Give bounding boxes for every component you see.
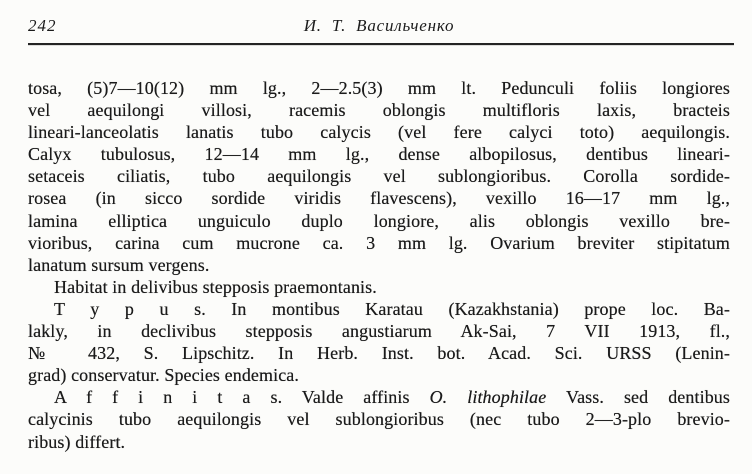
text-line <box>28 320 730 342</box>
text-segment: vioribus, carina cum mucrone ca. 3 mm lg. Ovarium breviter stipitatum <box>28 232 730 253</box>
paragraph <box>28 298 730 386</box>
text-line <box>28 364 730 386</box>
text-line <box>28 276 730 298</box>
paragraph <box>28 77 730 276</box>
text-segment: lakly, in declivibus stepposis angustiarum Ak-Sai, 7 VII 1913, fl., <box>28 321 730 342</box>
header-rule <box>28 43 734 45</box>
text-line <box>28 99 730 121</box>
text-segment: grad) conservatur. Species endemica. <box>28 365 299 386</box>
text-segment: calycinis tubo aequilongis vel sublongioribus (nec tubo 2—3-plo brevio- <box>28 409 730 430</box>
text-segment: vel aequilongi villosi, racemis oblongis multifloris laxis, bracteis <box>28 100 730 121</box>
text-line <box>28 121 730 143</box>
text-line <box>28 254 730 276</box>
text-line <box>28 77 730 99</box>
text-segment: lineari-lanceolatis lanatis tubo calycis (vel fere calyci toto) aequilongis. <box>28 122 730 143</box>
paragraph <box>28 276 730 298</box>
text-segment: A f f i n i t a s. Valde affinis <box>54 387 430 408</box>
text-segment: lanatum sursum vergens. <box>28 254 210 275</box>
running-title: И. Т. Васильченко <box>303 16 455 35</box>
text-segment: setaceis ciliatis, tubo aequilongis vel sublongioribus. Corolla sordide- <box>28 166 730 187</box>
text-segment: ribus) differt. <box>28 431 126 452</box>
text-segment: № 432, S. Lipschitz. In Herb. Inst. bot. Acad. Sci. URSS (Lenin- <box>28 343 730 364</box>
text-line <box>28 431 730 453</box>
body-text <box>28 77 730 453</box>
text-segment: Calyx tubulosus, 12—14 mm lg., dense albopilosus, dentibus lineari- <box>28 144 730 165</box>
text-line <box>28 408 730 430</box>
text-line <box>28 298 730 320</box>
text-line <box>28 143 730 165</box>
text-line <box>28 386 730 408</box>
page-number: 242 <box>28 16 57 35</box>
text-segment: lamina elliptica unguiculo duplo longiore, alis oblongis vexillo bre- <box>28 210 730 231</box>
text-segment: rosea (in sicco sordide viridis flavescens), vexillo 16—17 mm lg., <box>28 188 730 209</box>
text-segment: T y p u s. In montibus Karatau (Kazakhstania) prope loc. Ba- <box>54 298 730 319</box>
page-header <box>28 14 730 40</box>
text-line <box>28 210 730 232</box>
text-line <box>28 165 730 187</box>
text-line <box>28 232 730 254</box>
text-line <box>28 342 730 364</box>
species-name-italic: O. lithophilae <box>429 387 547 408</box>
text-line <box>28 187 730 209</box>
paragraph <box>28 386 730 452</box>
text-segment: tosa, (5)7—10(12) mm lg., 2—2.5(3) mm lt. Pedunculi foliis longiores <box>28 78 730 98</box>
text-segment: Habitat in delivibus stepposis praemontanis. <box>54 276 377 297</box>
text-segment: Vass. sed dentibus <box>546 387 730 408</box>
